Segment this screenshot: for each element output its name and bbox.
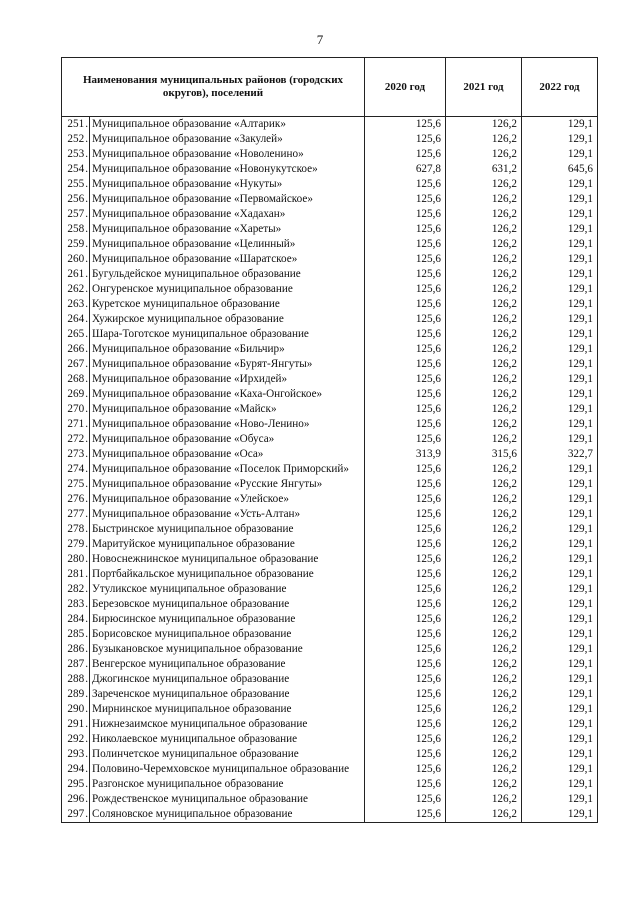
row-name: Муниципальное образование «Целинный» <box>90 237 365 252</box>
row-number: 261. <box>62 267 90 282</box>
row-number: 267. <box>62 357 90 372</box>
value-2020: 125,6 <box>365 657 446 672</box>
value-2022: 129,1 <box>522 192 598 207</box>
row-name: Муниципальное образование «Ирхидей» <box>90 372 365 387</box>
row-name: Маритуйское муниципальное образование <box>90 537 365 552</box>
value-2022: 129,1 <box>522 762 598 777</box>
row-name: Муниципальное образование «Нукуты» <box>90 177 365 192</box>
value-2022: 129,1 <box>522 357 598 372</box>
value-2021: 126,2 <box>446 297 522 312</box>
value-2021: 126,2 <box>446 597 522 612</box>
table-row <box>62 672 598 687</box>
row-number: 295. <box>62 777 90 792</box>
row-name: Муниципальное образование «Поселок Приморский» <box>90 462 365 477</box>
table-row <box>62 702 598 717</box>
value-2022: 129,1 <box>522 732 598 747</box>
value-2022: 129,1 <box>522 282 598 297</box>
table-row <box>62 192 598 207</box>
value-2020: 125,6 <box>365 627 446 642</box>
value-2022: 129,1 <box>522 807 598 823</box>
value-2021: 126,2 <box>446 507 522 522</box>
value-2021: 126,2 <box>446 132 522 147</box>
value-2020: 125,6 <box>365 642 446 657</box>
table-row <box>62 432 598 447</box>
value-2020: 125,6 <box>365 777 446 792</box>
value-2021: 126,2 <box>446 717 522 732</box>
value-2021: 126,2 <box>446 357 522 372</box>
value-2020: 125,6 <box>365 387 446 402</box>
table-header <box>62 58 598 117</box>
value-2022: 129,1 <box>522 327 598 342</box>
table-row <box>62 312 598 327</box>
row-name: Муниципальное образование «Обуса» <box>90 432 365 447</box>
value-2021: 126,2 <box>446 147 522 162</box>
row-name: Муниципальное образование «Улейское» <box>90 492 365 507</box>
value-2021: 126,2 <box>446 477 522 492</box>
value-2020: 125,6 <box>365 612 446 627</box>
value-2021: 126,2 <box>446 192 522 207</box>
value-2021: 126,2 <box>446 747 522 762</box>
row-name: Муниципальное образование «Алтарик» <box>90 117 365 133</box>
row-name: Быстринское муниципальное образование <box>90 522 365 537</box>
row-name: Муниципальное образование «Оса» <box>90 447 365 462</box>
table-row <box>62 222 598 237</box>
row-name: Муниципальное образование «Первомайское» <box>90 192 365 207</box>
value-2022: 129,1 <box>522 507 598 522</box>
value-2022: 129,1 <box>522 687 598 702</box>
value-2020: 627,8 <box>365 162 446 177</box>
table-row <box>62 237 598 252</box>
table-row <box>62 207 598 222</box>
table-row <box>62 792 598 807</box>
value-2020: 125,6 <box>365 177 446 192</box>
value-2022: 129,1 <box>522 222 598 237</box>
row-number: 251. <box>62 117 90 133</box>
row-number: 273. <box>62 447 90 462</box>
value-2022: 129,1 <box>522 612 598 627</box>
row-number: 296. <box>62 792 90 807</box>
table-row <box>62 522 598 537</box>
row-name: Бирюсинское муниципальное образование <box>90 612 365 627</box>
value-2022: 129,1 <box>522 702 598 717</box>
value-2021: 315,6 <box>446 447 522 462</box>
value-2021: 126,2 <box>446 312 522 327</box>
value-2020: 125,6 <box>365 792 446 807</box>
row-number: 290. <box>62 702 90 717</box>
value-2021: 126,2 <box>446 402 522 417</box>
row-number: 291. <box>62 717 90 732</box>
value-2021: 126,2 <box>446 777 522 792</box>
row-number: 265. <box>62 327 90 342</box>
value-2020: 125,6 <box>365 507 446 522</box>
value-2022: 129,1 <box>522 432 598 447</box>
row-name: Разгонское муниципальное образование <box>90 777 365 792</box>
value-2020: 125,6 <box>365 462 446 477</box>
value-2020: 125,6 <box>365 417 446 432</box>
table-row <box>62 477 598 492</box>
header-2021: 2021 год <box>446 58 522 117</box>
value-2021: 126,2 <box>446 582 522 597</box>
page-number: 7 <box>316 32 324 47</box>
value-2020: 125,6 <box>365 282 446 297</box>
value-2021: 126,2 <box>446 342 522 357</box>
table-row <box>62 147 598 162</box>
row-name: Полинчетское муниципальное образование <box>90 747 365 762</box>
value-2021: 126,2 <box>446 207 522 222</box>
value-2022: 129,1 <box>522 267 598 282</box>
value-2020: 125,6 <box>365 477 446 492</box>
value-2022: 129,1 <box>522 312 598 327</box>
row-number: 254. <box>62 162 90 177</box>
value-2020: 313,9 <box>365 447 446 462</box>
table-row <box>62 777 598 792</box>
table-row <box>62 612 598 627</box>
row-number: 285. <box>62 627 90 642</box>
table-row <box>62 567 598 582</box>
value-2021: 126,2 <box>446 672 522 687</box>
table-row <box>62 462 598 477</box>
value-2021: 126,2 <box>446 222 522 237</box>
value-2022: 129,1 <box>522 132 598 147</box>
table-row <box>62 657 598 672</box>
value-2020: 125,6 <box>365 672 446 687</box>
row-number: 278. <box>62 522 90 537</box>
row-name: Онгуренское муниципальное образование <box>90 282 365 297</box>
value-2022: 129,1 <box>522 567 598 582</box>
value-2021: 126,2 <box>446 492 522 507</box>
value-2022: 129,1 <box>522 747 598 762</box>
value-2022: 129,1 <box>522 777 598 792</box>
header-2022: 2022 год <box>522 58 598 117</box>
value-2021: 126,2 <box>446 327 522 342</box>
value-2022: 129,1 <box>522 672 598 687</box>
row-number: 282. <box>62 582 90 597</box>
row-number: 275. <box>62 477 90 492</box>
value-2020: 125,6 <box>365 807 446 823</box>
row-name: Новоснежнинское муниципальное образование <box>90 552 365 567</box>
table-row <box>62 447 598 462</box>
value-2020: 125,6 <box>365 117 446 133</box>
value-2020: 125,6 <box>365 312 446 327</box>
row-number: 294. <box>62 762 90 777</box>
row-name: Муниципальное образование «Русские Янгуты» <box>90 477 365 492</box>
value-2021: 126,2 <box>446 252 522 267</box>
value-2022: 129,1 <box>522 462 598 477</box>
value-2022: 129,1 <box>522 717 598 732</box>
value-2022: 129,1 <box>522 552 598 567</box>
value-2020: 125,6 <box>365 342 446 357</box>
value-2020: 125,6 <box>365 357 446 372</box>
row-number: 269. <box>62 387 90 402</box>
table-row <box>62 762 598 777</box>
table-row <box>62 117 598 133</box>
value-2020: 125,6 <box>365 402 446 417</box>
value-2022: 129,1 <box>522 207 598 222</box>
value-2022: 129,1 <box>522 522 598 537</box>
value-2022: 129,1 <box>522 372 598 387</box>
header-name: Наименования муниципальных районов (городских округов), поселений <box>62 58 365 117</box>
table-row <box>62 732 598 747</box>
row-name: Нижнезаимское муниципальное образование <box>90 717 365 732</box>
value-2021: 126,2 <box>446 807 522 823</box>
row-number: 252. <box>62 132 90 147</box>
value-2021: 126,2 <box>446 612 522 627</box>
value-2020: 125,6 <box>365 492 446 507</box>
value-2022: 129,1 <box>522 402 598 417</box>
value-2021: 126,2 <box>446 552 522 567</box>
row-name: Мирнинское муниципальное образование <box>90 702 365 717</box>
row-name: Березовское муниципальное образование <box>90 597 365 612</box>
value-2020: 125,6 <box>365 747 446 762</box>
value-2022: 129,1 <box>522 792 598 807</box>
row-number: 264. <box>62 312 90 327</box>
value-2022: 129,1 <box>522 657 598 672</box>
value-2020: 125,6 <box>365 147 446 162</box>
value-2022: 645,6 <box>522 162 598 177</box>
table-row <box>62 402 598 417</box>
row-number: 286. <box>62 642 90 657</box>
row-number: 268. <box>62 372 90 387</box>
value-2021: 126,2 <box>446 732 522 747</box>
row-number: 289. <box>62 687 90 702</box>
row-number: 287. <box>62 657 90 672</box>
value-2022: 129,1 <box>522 117 598 133</box>
row-number: 270. <box>62 402 90 417</box>
value-2020: 125,6 <box>365 702 446 717</box>
value-2021: 126,2 <box>446 282 522 297</box>
row-name: Муниципальное образование «Каха-Онгойское» <box>90 387 365 402</box>
table-row <box>62 492 598 507</box>
value-2021: 126,2 <box>446 567 522 582</box>
row-name: Муниципальное образование «Усть-Алтан» <box>90 507 365 522</box>
row-name: Куретское муниципальное образование <box>90 297 365 312</box>
row-name: Муниципальное образование «Ново-Ленино» <box>90 417 365 432</box>
row-name: Муниципальное образование «Хадахан» <box>90 207 365 222</box>
table-row <box>62 132 598 147</box>
value-2020: 125,6 <box>365 267 446 282</box>
table-row <box>62 552 598 567</box>
table-row <box>62 282 598 297</box>
value-2020: 125,6 <box>365 132 446 147</box>
value-2020: 125,6 <box>365 537 446 552</box>
value-2021: 126,2 <box>446 417 522 432</box>
row-number: 266. <box>62 342 90 357</box>
table-row <box>62 537 598 552</box>
value-2021: 126,2 <box>446 237 522 252</box>
row-name: Николаевское муниципальное образование <box>90 732 365 747</box>
row-number: 257. <box>62 207 90 222</box>
row-name: Бугульдейское муниципальное образование <box>90 267 365 282</box>
table-row <box>62 627 598 642</box>
row-number: 259. <box>62 237 90 252</box>
value-2021: 126,2 <box>446 432 522 447</box>
value-2022: 129,1 <box>522 417 598 432</box>
value-2021: 126,2 <box>446 267 522 282</box>
table-row <box>62 597 598 612</box>
value-2021: 126,2 <box>446 792 522 807</box>
row-name: Зареченское муниципальное образование <box>90 687 365 702</box>
header-2020: 2020 год <box>365 58 446 117</box>
value-2021: 126,2 <box>446 522 522 537</box>
value-2020: 125,6 <box>365 687 446 702</box>
value-2020: 125,6 <box>365 552 446 567</box>
value-2020: 125,6 <box>365 582 446 597</box>
value-2021: 126,2 <box>446 627 522 642</box>
row-number: 255. <box>62 177 90 192</box>
table-row <box>62 252 598 267</box>
row-number: 274. <box>62 462 90 477</box>
value-2022: 129,1 <box>522 252 598 267</box>
table-row <box>62 417 598 432</box>
value-2020: 125,6 <box>365 567 446 582</box>
row-number: 272. <box>62 432 90 447</box>
value-2021: 126,2 <box>446 372 522 387</box>
value-2022: 129,1 <box>522 477 598 492</box>
value-2020: 125,6 <box>365 252 446 267</box>
value-2021: 126,2 <box>446 537 522 552</box>
row-number: 297. <box>62 807 90 823</box>
value-2022: 129,1 <box>522 237 598 252</box>
row-name: Бузыкановское муниципальное образование <box>90 642 365 657</box>
table-row <box>62 642 598 657</box>
table-row <box>62 327 598 342</box>
value-2022: 322,7 <box>522 447 598 462</box>
row-name: Муниципальное образование «Хареты» <box>90 222 365 237</box>
table-row <box>62 372 598 387</box>
value-2021: 126,2 <box>446 762 522 777</box>
row-name: Муниципальное образование «Шаратское» <box>90 252 365 267</box>
value-2020: 125,6 <box>365 732 446 747</box>
row-number: 258. <box>62 222 90 237</box>
table-row <box>62 387 598 402</box>
value-2022: 129,1 <box>522 147 598 162</box>
value-2022: 129,1 <box>522 627 598 642</box>
row-name: Портбайкальское муниципальное образование <box>90 567 365 582</box>
row-number: 260. <box>62 252 90 267</box>
row-name: Венгерское муниципальное образование <box>90 657 365 672</box>
table-row <box>62 357 598 372</box>
row-name: Муниципальное образование «Закулей» <box>90 132 365 147</box>
table-row <box>62 582 598 597</box>
value-2021: 631,2 <box>446 162 522 177</box>
table-row <box>62 267 598 282</box>
table-row <box>62 807 598 823</box>
value-2020: 125,6 <box>365 432 446 447</box>
value-2022: 129,1 <box>522 177 598 192</box>
row-number: 288. <box>62 672 90 687</box>
value-2020: 125,6 <box>365 222 446 237</box>
row-name: Рождественское муниципальное образование <box>90 792 365 807</box>
row-number: 263. <box>62 297 90 312</box>
row-number: 283. <box>62 597 90 612</box>
table-row <box>62 747 598 762</box>
row-name: Муниципальное образование «Новоленино» <box>90 147 365 162</box>
table-row <box>62 507 598 522</box>
value-2022: 129,1 <box>522 387 598 402</box>
value-2021: 126,2 <box>446 462 522 477</box>
value-2021: 126,2 <box>446 387 522 402</box>
row-number: 276. <box>62 492 90 507</box>
row-name: Хужирское муниципальное образование <box>90 312 365 327</box>
row-number: 284. <box>62 612 90 627</box>
row-number: 253. <box>62 147 90 162</box>
row-number: 256. <box>62 192 90 207</box>
row-name: Соляновское муниципальное образование <box>90 807 365 823</box>
value-2022: 129,1 <box>522 342 598 357</box>
row-name: Муниципальное образование «Бильчир» <box>90 342 365 357</box>
row-number: 279. <box>62 537 90 552</box>
value-2022: 129,1 <box>522 492 598 507</box>
value-2022: 129,1 <box>522 297 598 312</box>
row-number: 281. <box>62 567 90 582</box>
table-row <box>62 162 598 177</box>
row-name: Муниципальное образование «Новонукутское» <box>90 162 365 177</box>
value-2020: 125,6 <box>365 522 446 537</box>
row-number: 262. <box>62 282 90 297</box>
value-2020: 125,6 <box>365 192 446 207</box>
value-2021: 126,2 <box>446 177 522 192</box>
value-2021: 126,2 <box>446 117 522 133</box>
row-number: 280. <box>62 552 90 567</box>
row-number: 293. <box>62 747 90 762</box>
row-name: Половино-Черемховское муниципальное образование <box>90 762 365 777</box>
value-2020: 125,6 <box>365 297 446 312</box>
value-2020: 125,6 <box>365 207 446 222</box>
value-2020: 125,6 <box>365 327 446 342</box>
value-2021: 126,2 <box>446 687 522 702</box>
table-row <box>62 177 598 192</box>
row-number: 292. <box>62 732 90 747</box>
value-2022: 129,1 <box>522 642 598 657</box>
value-2021: 126,2 <box>446 702 522 717</box>
value-2020: 125,6 <box>365 237 446 252</box>
value-2020: 125,6 <box>365 597 446 612</box>
value-2022: 129,1 <box>522 597 598 612</box>
table-row <box>62 717 598 732</box>
value-2022: 129,1 <box>522 537 598 552</box>
row-number: 271. <box>62 417 90 432</box>
table-body <box>62 117 598 823</box>
row-number: 277. <box>62 507 90 522</box>
row-name: Шара-Тоготское муниципальное образование <box>90 327 365 342</box>
row-name: Утуликское муниципальное образование <box>90 582 365 597</box>
table-row <box>62 687 598 702</box>
value-2020: 125,6 <box>365 717 446 732</box>
value-2022: 129,1 <box>522 582 598 597</box>
row-name: Джогинское муниципальное образование <box>90 672 365 687</box>
row-name: Борисовское муниципальное образование <box>90 627 365 642</box>
value-2021: 126,2 <box>446 642 522 657</box>
value-2020: 125,6 <box>365 372 446 387</box>
table-row <box>62 297 598 312</box>
value-2021: 126,2 <box>446 657 522 672</box>
row-name: Муниципальное образование «Майск» <box>90 402 365 417</box>
budget-table <box>61 57 598 823</box>
table-row <box>62 342 598 357</box>
value-2020: 125,6 <box>365 762 446 777</box>
row-name: Муниципальное образование «Бурят-Янгуты» <box>90 357 365 372</box>
